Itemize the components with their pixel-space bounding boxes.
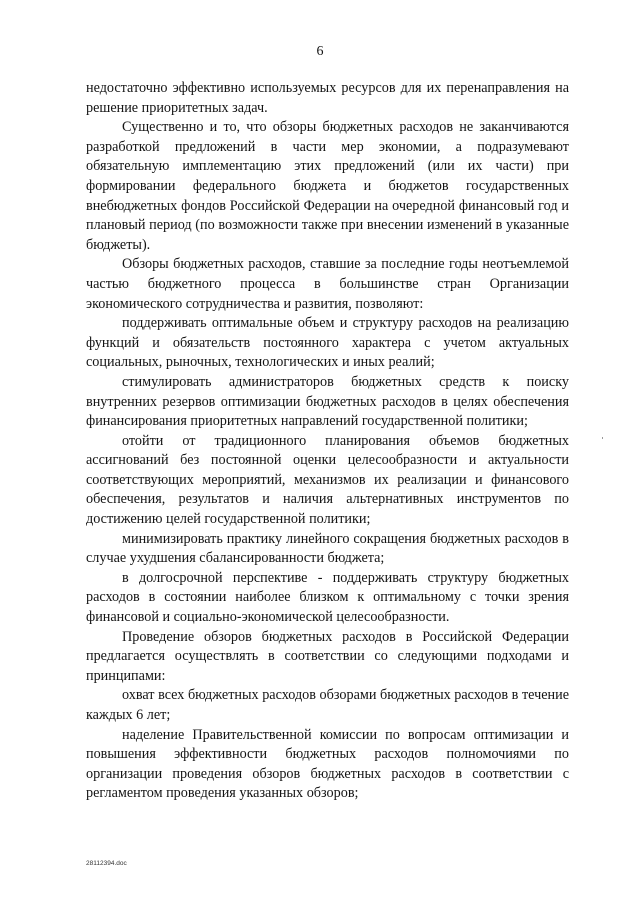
list-item-long-term-structure: в долгосрочной перспективе - поддерживать структуру бюджетных расходов в состоянии наиболее близком к оптимальному с точки зрения финансовой и социально-экономической целесообразности.	[86, 569, 569, 626]
list-item-minimize-linear-cuts: минимизировать практику линейного сокращения бюджетных расходов в случае ухудшения сбалансированности бюджета;	[86, 530, 569, 567]
scan-speck	[602, 437, 603, 439]
paragraph-oecd-reviews: Обзоры бюджетных расходов, ставшие за последние годы неотъемлемой частью бюджетного процесса в большинстве стран Организации экономического сотрудничества и развития, позволяют:	[86, 256, 569, 312]
list-item-coverage: охват всех бюджетных расходов обзорами бюджетных расходов в течение каждых 6 лет;	[86, 687, 569, 723]
document-body	[86, 79, 569, 804]
list-item-support-structure: поддерживать оптимальные объем и структуру расходов на реализацию функций и обязательств постоянного характера с учетом актуальных социальных, рыночных, технологических и иных реалий;	[86, 315, 569, 371]
paragraph-continuation: недостаточно эффективно используемых ресурсов для их перенаправления на решение приоритетных задач.	[86, 80, 569, 116]
paragraph-principles-intro: Проведение обзоров бюджетных расходов в Российской Федерации предлагается осуществлять в соответствии со следующими подходами и принципами:	[86, 628, 569, 684]
list-item-commission-powers: наделение Правительственной комиссии по вопросам оптимизации и повышения эффективности бюджетных расходов полномочиями по организации проведения обзоров бюджетных расходов в соответствии с регламентом проведения указанных обзоров;	[86, 726, 569, 802]
list-item-stimulate-administrators: стимулировать администраторов бюджетных средств к поиску внутренних резервов оптимизации бюджетных расходов в целях обеспечения финансирования приоритетных направлений государственной политики;	[86, 373, 569, 430]
page-number: 6	[316, 44, 324, 59]
document-code: 28112394.doc	[86, 860, 127, 867]
list-item-move-from-traditional-planning: отойти от традиционного планирования объемов бюджетных ассигнований без постоянной оценки целесообразности и актуальности соответствующих мероприятий, механизмов их реализации и финансового обеспечения, результатов и наличия альтернативных инструментов по достижению целей государственной политики;	[86, 432, 569, 528]
paragraph-implementation: Существенно и то, что обзоры бюджетных расходов не заканчиваются разработкой предложений в части мер экономии, а подразумевают обязательную имплементацию этих предложений (или их части) при формировании федерального бюджета и бюджетов государственных внебюджетных фондов Российской Федерации на очередной финансовый год и плановый период (по возможности также при внесении изменений в указанные бюджеты).	[86, 119, 569, 253]
